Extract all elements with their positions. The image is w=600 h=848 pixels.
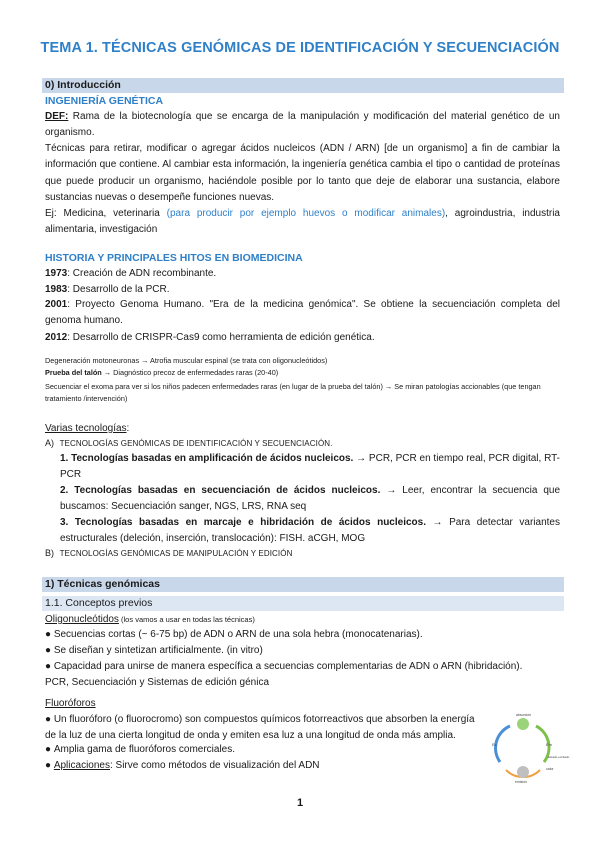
bullet-text: Un fluoróforo (o fluorocromo) son compuestos químicos fotorreactivos que absorben la energía de la luz de una cierta longitud de onda y emiten esa luz a una longitud de onda más amplia. (45, 714, 475, 742)
hito-year: 2012 (45, 332, 68, 343)
hito-year: 2001 (45, 299, 68, 310)
list-b (45, 548, 292, 559)
item-text: → PCR, PCR en tiempo real, PCR digital, RT-PCR (60, 453, 560, 481)
definition-paragraph (45, 109, 560, 142)
heading-oligonucleotidos (45, 614, 255, 625)
hito-text: : Creación de ADN recombinante. (67, 268, 217, 279)
note-label: Prueba del talón (45, 368, 102, 377)
absorption-arc (496, 726, 510, 762)
varias-colon: : (126, 423, 130, 434)
hito-1983 (45, 284, 170, 295)
heading-varias-tecnologias (45, 423, 129, 434)
bullet-text: Capacidad para unirse de manera específica a secuencias complementarias de ADN o ARN (hibridación). (53, 661, 523, 672)
bullet-text: Amplia gama de fluoróforos comerciales. (53, 744, 236, 755)
hito-year: 1973 (45, 268, 68, 279)
list-b-text: TECNOLOGÍAS GENÓMICAS DE MANIPULACIÓN Y EDICIÓN (59, 549, 293, 558)
item-text: → Para detectar variantes estructurales (deleción, inserción, translocación): FISH. aCGH, MOG (60, 517, 560, 545)
hito-1973 (45, 268, 216, 279)
examples-c: , agroindustria, industria alimentaria, investigación (45, 208, 560, 236)
fluorescence-cycle-diagram (480, 712, 570, 784)
diagram-label: Em (546, 742, 552, 747)
list-item: ● Capacidad para unirse de manera específica a secuencias complementarias de ADN o ARN (hibridación). (45, 661, 523, 672)
tecnologia-item-3 (60, 515, 560, 548)
def-text: Rama de la biotecnología que se encarga de la manipulación y modificación del material genético de un organismo. (45, 111, 560, 139)
item-bold: 3. Tecnologías basadas en marcaje e hibridación de ácidos nucleicos. (60, 517, 426, 528)
heading-ingenieria-genetica: INGENIERÍA GENÉTICA (45, 95, 164, 107)
def-label: DEF: (45, 111, 69, 122)
varias-title: Varias tecnologías (45, 423, 127, 434)
list-item: ● Secuencias cortas (~ 6-75 bp) de ADN o ARN de una sola hebra (monocatenarias). (45, 629, 423, 640)
hito-year: 1983 (45, 284, 68, 295)
tecnologia-item-1 (60, 451, 560, 484)
item-bold: 1. Tecnologías basadas en amplificación de ácidos nucleicos. (60, 453, 354, 464)
list-item: ● Se diseñan y sintetizan artificialmente. (in vitro) (45, 645, 263, 656)
item-text: → Leer, encontrar la secuencia que buscamos: Secuenciación sanger, NGS, LRS, RNA seq (60, 485, 561, 513)
list-letter: A) (45, 438, 54, 448)
ground-state-dot (517, 766, 529, 778)
list-a (45, 438, 332, 449)
item-bold: 2. Tecnologías basadas en secuenciación de ácidos nucleicos. (60, 485, 381, 496)
hito-text: : Proyecto Genoma Humano. "Era de la medicina genómica". Se obtiene la secuenciación completa del genoma humano. (45, 299, 560, 327)
bullet-text: Secuencias cortas (~ 6-75 bp) de ADN o ARN de una sola hebra (monocatenarias). (53, 629, 423, 640)
hito-text: : Desarrollo de la PCR. (67, 284, 170, 295)
bullet-label: Aplicaciones (53, 760, 110, 771)
list-item: ● Amplia gama de fluoróforos comerciales. (45, 744, 236, 755)
note-prueba-talon (45, 367, 560, 379)
heading-fluoroforos: Fluoróforos (45, 698, 96, 709)
page-title: TEMA 1. TÉCNICAS GENÓMICAS DE IDENTIFICACIÓN Y SECUENCIACIÓN (40, 40, 560, 56)
oligo-note: (los vamos a usar en todas las técnicas) (118, 615, 255, 624)
note-text: → Diagnóstico precoz de enfermedades raras (20-40) (101, 368, 279, 377)
pcr-line: PCR, Secuenciación y Sistemas de edición génica (45, 677, 270, 688)
hito-2012 (45, 332, 375, 343)
diagram-label: absorción (516, 713, 532, 717)
bullet-text: Se diseñan y sintetizan artificialmente. (in vitro) (53, 645, 263, 656)
hito-2001 (45, 297, 560, 330)
list-letter: B) (45, 548, 54, 558)
section-bar-tecnicas: 1) Técnicas genómicas (42, 577, 564, 592)
diagram-label: calor (546, 767, 554, 771)
subsection-bar-conceptos: 1.1. Conceptos previos (42, 596, 564, 611)
hito-text: : Desarrollo de CRISPR-Cas9 como herramienta de edición genética. (67, 332, 375, 343)
tecnicas-paragraph: Técnicas para retirar, modificar o agregar ácidos nucleicos (ADN / ARN) [de un organismo] a fin de cambiar la información que contiene. Al cambiar esta información, la ingeniería genética cambia el tipo o cantidad de proteínas que puede producir un organismo, haciéndole posible por lo tanto que deje de elaborar una sustancia, elabore sustancias nuevas o desempeñe funciones nuevas. (45, 143, 560, 203)
list-a-text: TECNOLOGÍAS GENÓMICAS DE IDENTIFICACIÓN Y SECUENCIACIÓN. (59, 439, 333, 448)
examples-note: (para producir por ejemplo huevos o modificar animales) (166, 208, 446, 219)
diagram-label: Estado excitado (548, 755, 570, 759)
heading-historia: HISTORIA Y PRINCIPALES HITOS EN BIOMEDICINA (45, 252, 303, 264)
list-item: ● Aplicaciones: Sirve como métodos de visualización del ADN (45, 760, 320, 771)
note-exoma: Secuenciar el exoma para ver si los niños padecen enfermedades raras (en lugar de la prueba del talón) → Se miran patologías accionables (que tengan tratamiento /intervención) (45, 382, 541, 403)
diagram-label: Ex (492, 742, 497, 747)
fluorescence-cycle-svg (480, 712, 570, 784)
page-number: 1 (296, 797, 304, 809)
section-bar-introduccion: 0) Introducción (42, 78, 564, 93)
note-atrofia: Degeneración motoneuronas → Atrofia muscular espinal (se trata con oligonucleótidos) (45, 356, 328, 365)
bullet-text: : Sirve como métodos de visualización del ADN (109, 760, 320, 771)
list-item: ● Un fluoróforo (o fluorocromo) son compuestos químicos fotorreactivos que absorben la energía de la luz de una cierta longitud de onda y emiten esa luz a una longitud de onda más amplia. (45, 714, 475, 742)
oligo-title: Oligonucleótidos (45, 614, 119, 625)
tecnologia-item-2 (60, 483, 560, 516)
examples-paragraph (45, 206, 560, 239)
excited-state-dot (517, 718, 529, 730)
diagram-label: emisión (515, 780, 528, 784)
examples-a: Ej: Medicina, veterinaria (45, 208, 167, 219)
